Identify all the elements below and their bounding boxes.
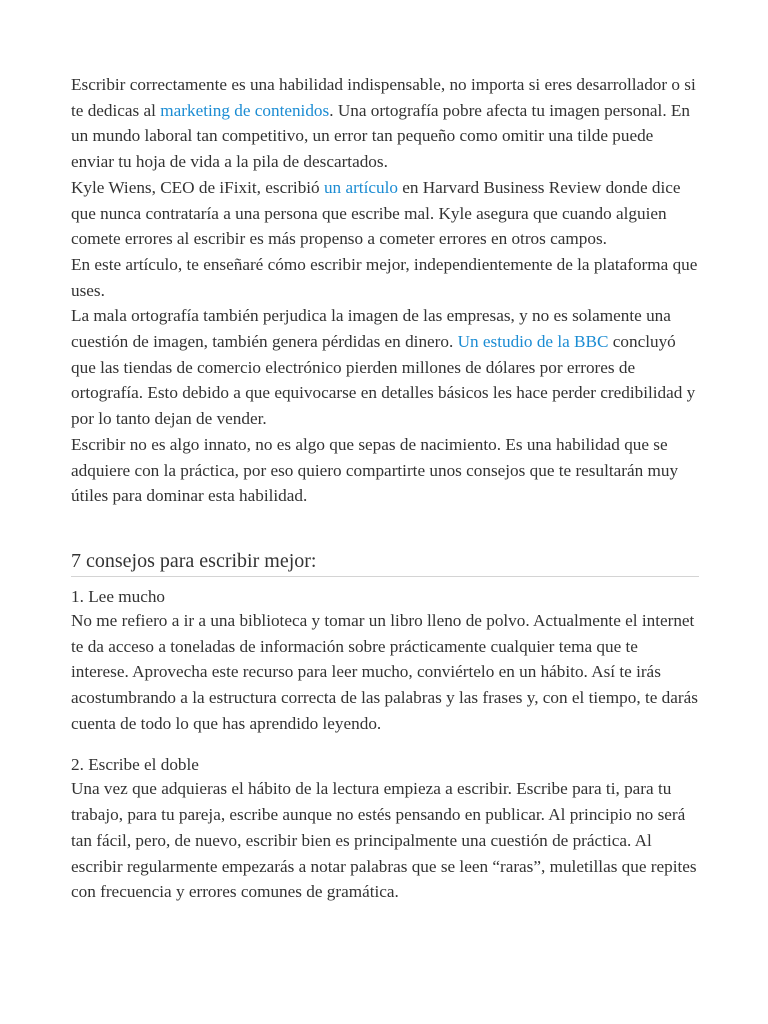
section-heading: 7 consejos para escribir mejor:: [71, 549, 699, 577]
intro-paragraph-2: [71, 175, 699, 252]
bbc-study-link[interactable]: Un estudio de la BBC: [457, 332, 609, 352]
intro-p1-text-end: . Una ortografía pobre afecta tu imagen personal. En un mundo laboral tan competitivo, un error tan pequeño como omitir una tilde puede enviar tu hoja de vida a la pila de descartados.: [71, 100, 691, 172]
intro-paragraph-1: [71, 72, 699, 175]
tip-2-title: 2. Escribe el doble: [71, 755, 199, 775]
tip-1-title: 1. Lee mucho: [71, 586, 166, 606]
article-body: [71, 72, 699, 905]
intro-paragraph-3: En este artículo, te enseñaré cómo escribir mejor, independientemente de la plataforma que uses.: [71, 254, 698, 300]
intro-p4-text-start: La mala ortografía también perjudica la imagen de las empresas, y no es solamente una cuestión de imagen, también genera pérdidas en dinero.: [71, 306, 671, 352]
intro-paragraph-4: [71, 303, 699, 432]
intro-p2-text-end: en Harvard Business Review donde dice que nunca contrataría a una persona que escribe mal. Kyle asegura que cuando alguien comete errores al escribir es más propenso a cometer errores en otros campos.: [71, 177, 681, 249]
intro-p2-text-start: Kyle Wiens, CEO de iFixit, escribió: [71, 177, 324, 197]
tip-1-body: No me refiero a ir a una biblioteca y tomar un libro lleno de polvo. Actualmente el internet te da acceso a toneladas de información sobre prácticamente cualquier tema que te interese. Aprovecha este recurso para leer mucho, conviértelo en un hábito. Así te irás acostumbrando a la estructura correcta de las palabras y las frases y, con el tiempo, te darás cuenta de todo lo que has aprendido leyendo.: [71, 610, 698, 733]
tip-2-body: Una vez que adquieras el hábito de la lectura empieza a escribir. Escribe para ti, para tu trabajo, para tu pareja, escribe aunque no estés pensando en publicar. Al principio no será tan fácil, pero, de nuevo, escribir bien es principalmente una cuestión de práctica. Al escribir regularmente empezarás a notar palabras que se leen “raras”, muletillas que repites con frecuencia y errores comunes de gramática.: [71, 779, 697, 902]
content-marketing-link[interactable]: marketing de contenidos: [160, 100, 330, 120]
intro-p1-text-start: Escribir correctamente es una habilidad indispensable, no importa si eres desarrollador o si te dedicas al: [71, 75, 696, 120]
hbr-article-link[interactable]: un artículo: [323, 177, 398, 197]
intro-p4-text-end: concluyó que las tiendas de comercio electrónico pierden millones de dólares por errores de ortografía. Esto debido a que equivocarse en detalles básicos les hace perder credibilidad y por lo tanto dejan de vender.: [71, 332, 696, 429]
intro-paragraph-5: Escribir no es algo innato, no es algo que sepas de nacimiento. Es una habilidad que se adquiere con la práctica, por eso quiero compartirte unos consejos que te resultarán muy útiles para dominar esta habilidad.: [71, 434, 679, 506]
